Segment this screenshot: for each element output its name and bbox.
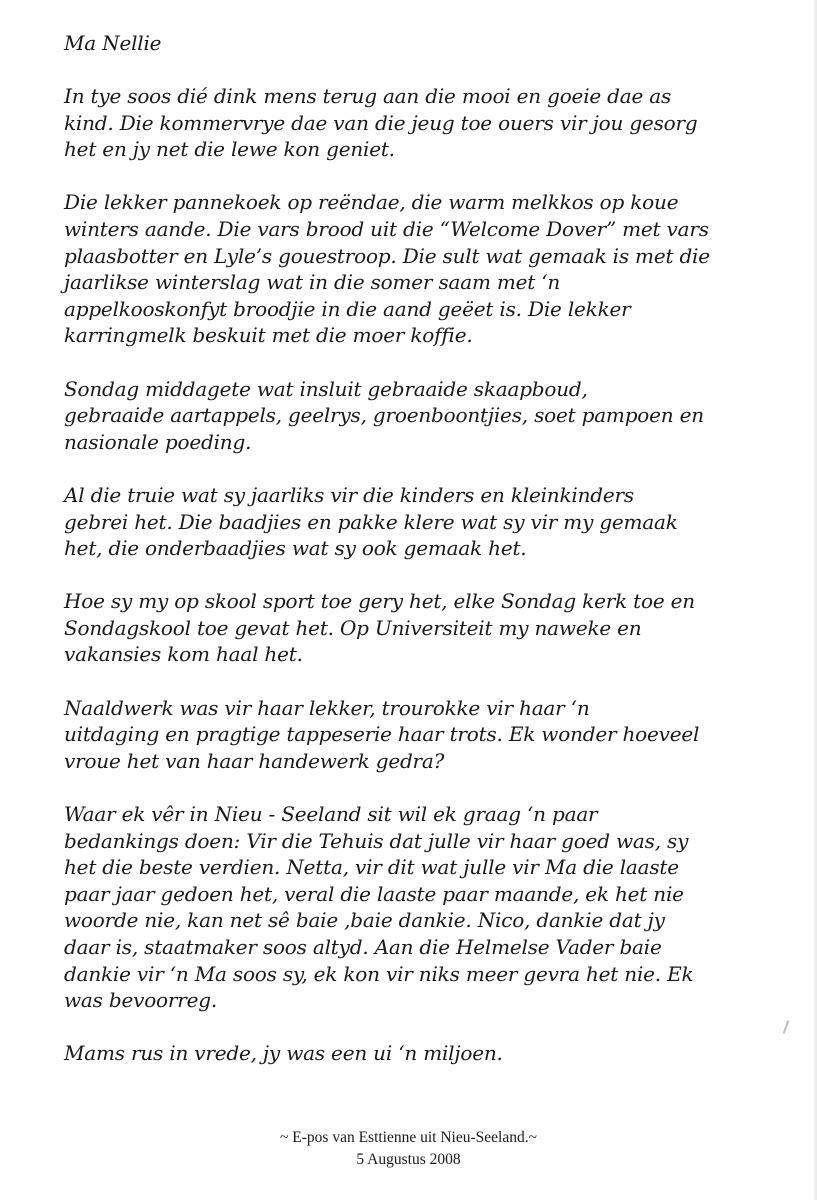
letter-line: winters aande. Die vars brood uit die “Welcome Dover” met vars bbox=[64, 216, 709, 241]
letter-paragraph bbox=[64, 189, 784, 349]
letter-line: vakansies kom haal het. bbox=[64, 642, 303, 667]
letter-line: uitdaging en pragtige tappeserie haar trots. Ek wonder hoeveel bbox=[64, 722, 700, 747]
letter-line: het, die onderbaadjies wat sy ook gemaak het. bbox=[64, 536, 527, 561]
letter-paragraph bbox=[64, 801, 784, 1014]
letter-line: bedankings doen: Vir die Tehuis dat julle vir haar goed was, sy bbox=[64, 828, 689, 853]
letter-line: het en jy net die lewe kon geniet. bbox=[64, 137, 395, 162]
letter-line: plaasbotter en Lyle’s gouestroop. Die sult wat gemaak is met die bbox=[64, 243, 710, 268]
letter-line: dankie vir ‘n Ma soos sy, ek kon vir niks meer gevra het nie. Ek bbox=[64, 961, 694, 986]
letter-line: paar jaar gedoen het, veral die laaste paar maande, ek het nie bbox=[64, 881, 684, 906]
letter-line: gebraaide aartappels, geelrys, groenboontjies, soet pampoen en bbox=[64, 403, 704, 428]
letter-line: Naaldwerk was vir haar lekker, trourokke vir haar ‘n bbox=[64, 695, 590, 720]
letter-paragraph bbox=[64, 376, 784, 456]
letter-line: het die beste verdien. Netta, vir dit wat julle vir Ma die laaste bbox=[64, 855, 679, 880]
letter-line: Hoe sy my op skool sport toe gery het, elke Sondag kerk toe en bbox=[64, 589, 695, 614]
letter-paragraph bbox=[64, 588, 784, 668]
letter-line: Mams rus in vrede, jy was een ui ‘n miljoen. bbox=[64, 1041, 503, 1066]
letter-line: Al die truie wat sy jaarliks vir die kinders en kleinkinders bbox=[64, 482, 634, 507]
letter-line: Waar ek vêr in Nieu - Seeland sit wil ek graag ‘n paar bbox=[64, 802, 598, 827]
letter-line: Sondag middagete wat insluit gebraaide skaapboud, bbox=[64, 376, 588, 401]
letter-line: In tye soos dié dink mens terug aan die mooi en goeie dae as bbox=[64, 84, 672, 108]
letter-line: Sondagskool toe gevat het. Op Universiteit my naweke en bbox=[64, 615, 642, 640]
letter-paragraph bbox=[64, 83, 784, 163]
letter-line: Die lekker pannekoek op reëndae, die warm melkkos op koue bbox=[64, 190, 679, 215]
letter-line: karringmelk beskuit met die moer koffie. bbox=[64, 323, 473, 348]
letter-line: vroue het van haar handewerk gedra? bbox=[64, 748, 445, 773]
letter-body bbox=[64, 30, 784, 1094]
letter-line: nasionale poeding. bbox=[64, 429, 252, 454]
letter-line: daar is, staatmaker soos altyd. Aan die Helmelse Vader baie bbox=[64, 935, 662, 959]
letter-line: kind. Die kommervrye dae van die jeug toe ouers vir jou gesorg bbox=[64, 110, 698, 135]
letter-paragraph bbox=[64, 1040, 784, 1067]
letter-paragraph bbox=[64, 482, 784, 562]
footer-date: 5 Augustus 2008 bbox=[356, 1151, 461, 1168]
letter-line: was bevoorreg. bbox=[64, 988, 218, 1013]
letter-line: jaarlikse winterslag wat in die somer saam met ‘n bbox=[64, 270, 561, 295]
letter-line: appelkooskonfyt broodjie in die aand geëet is. Die lekker bbox=[64, 296, 631, 321]
letter-greeting: Ma Nellie bbox=[64, 31, 162, 55]
footer-source: ~ E-pos van Esttienne uit Nieu-Seeland.~ bbox=[280, 1129, 537, 1146]
letter-paragraphs bbox=[64, 83, 784, 1067]
letter-line: woorde nie, kan net sê baie ,baie dankie. Nico, dankie dat jy bbox=[64, 908, 665, 933]
letter-paragraph bbox=[64, 695, 784, 775]
letter-line: gebrei het. Die baadjies en pakke klere wat sy vir my gemaak bbox=[64, 509, 678, 534]
